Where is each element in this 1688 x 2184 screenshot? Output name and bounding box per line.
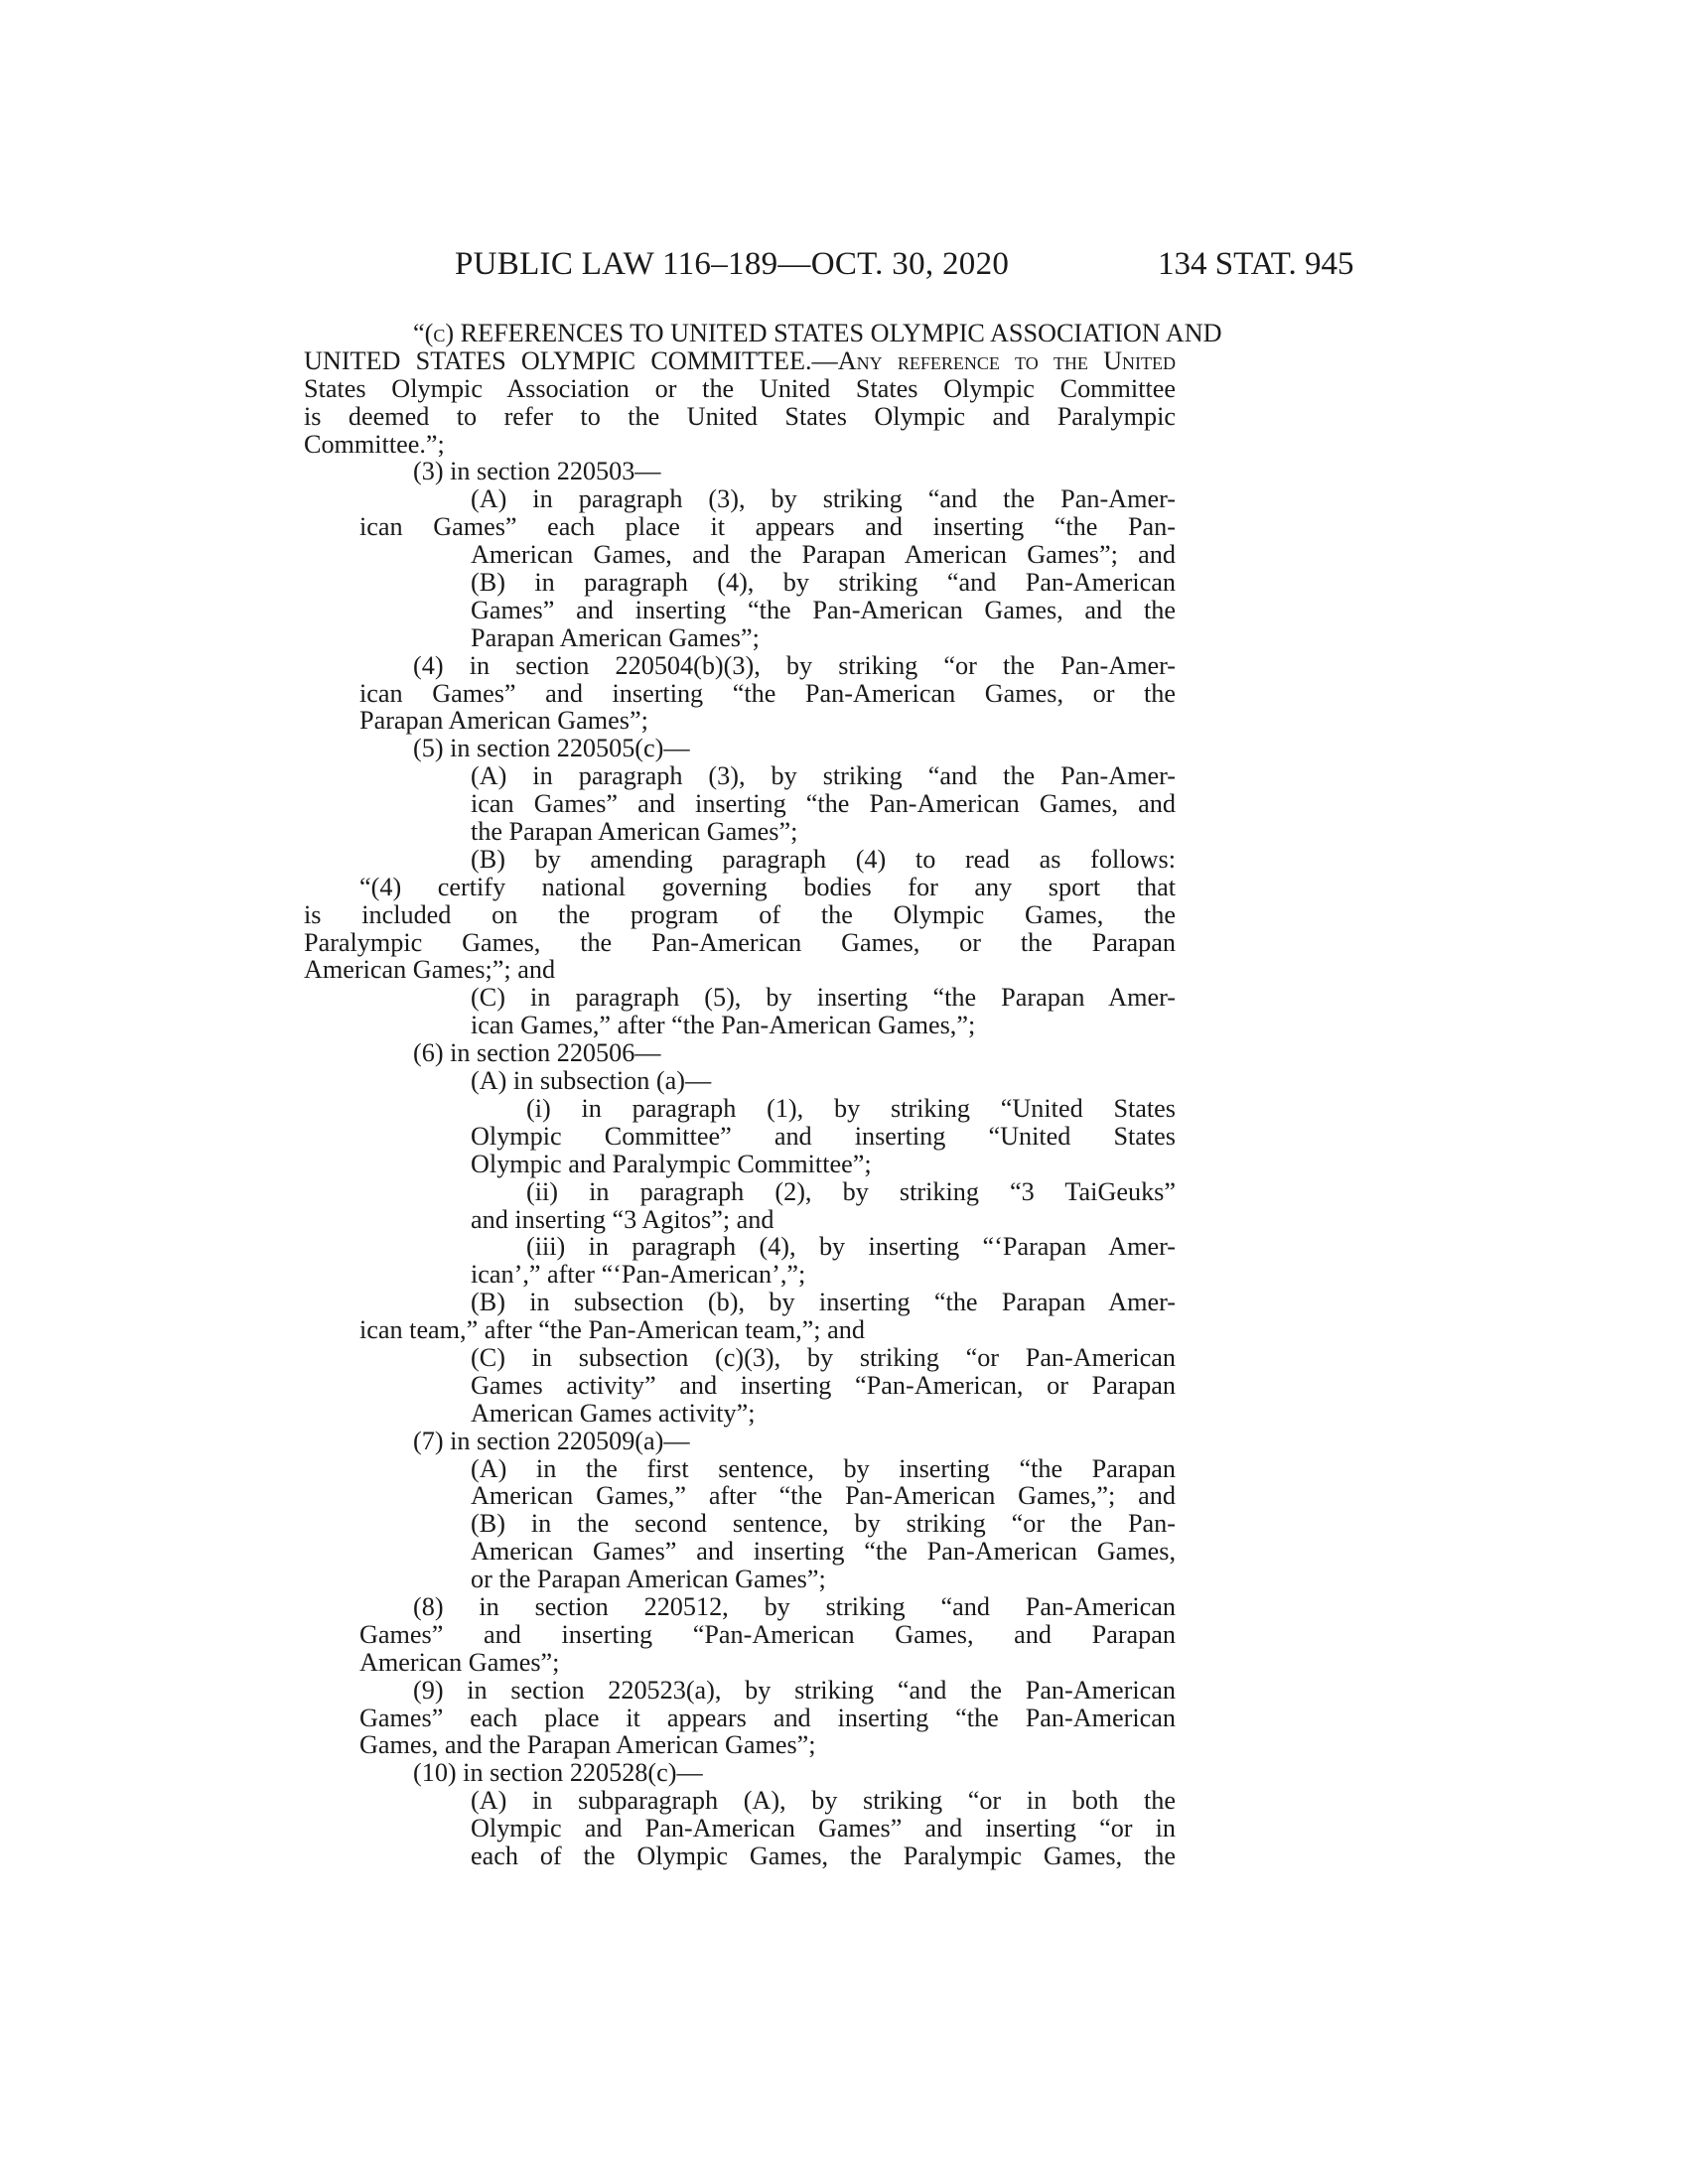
text-line: (ii) in paragraph (2), by striking “3 TaiGeuks”: [526, 1176, 1176, 1206]
text-line: ican Games” and inserting “the Pan-American Games, and: [471, 789, 1176, 819]
text-line: (8) in section 220512, by striking “and Pan-American: [413, 1591, 1176, 1621]
text-line: American Games activity”;: [471, 1398, 756, 1428]
text-line: (9) in section 220523(a), by striking “and the Pan-American: [413, 1675, 1176, 1705]
text-line: (iii) in paragraph (4), by inserting “‘Parapan Amer-: [526, 1232, 1176, 1262]
text-line: Games” and inserting “Pan-American Games, and Parapan: [359, 1619, 1176, 1649]
text-line: ican Games” each place it appears and inserting “the Pan-: [359, 512, 1176, 542]
text-line: Parapan American Games”;: [359, 706, 648, 736]
text-line: is deemed to refer to the United States Olympic and Paralympic: [304, 401, 1176, 431]
text-line: “(4) certify national governing bodies for any sport that: [359, 872, 1176, 901]
text-line: (3) in section 220503—: [413, 457, 661, 486]
text-line: Olympic and Paralympic Committee”;: [471, 1149, 872, 1178]
text-line: Games, and the Parapan American Games”;: [359, 1730, 816, 1760]
statute-body-text: [304, 319, 1222, 1870]
text-line: (A) in subsection (a)—: [471, 1066, 712, 1096]
text-line: American Games” and inserting “the Pan-American Games,: [471, 1537, 1176, 1567]
text-line: the Parapan American Games”;: [471, 817, 798, 847]
text-line: (5) in section 220505(c)—: [413, 734, 690, 763]
text-line: Games” each place it appears and inserting “the Pan-American: [359, 1703, 1176, 1732]
text-line: Parapan American Games”;: [471, 622, 760, 652]
text-line: each of the Olympic Games, the Paralympic Games, the: [471, 1841, 1176, 1870]
text-line: ican Games,” after “the Pan-American Games,”;: [471, 1011, 976, 1040]
text-line: “(c) REFERENCES TO UNITED STATES OLYMPIC ASSOCIATION AND: [413, 319, 1222, 347]
text-line: Games” and inserting “the Pan-American Games, and the: [471, 595, 1176, 624]
text-line: Olympic and Pan-American Games” and inserting “or in: [471, 1814, 1176, 1843]
text-line: is included on the program of the Olympic Games, the: [304, 899, 1176, 929]
text-line: (A) in the first sentence, by inserting “the Parapan: [471, 1453, 1176, 1483]
text-line: (7) in section 220509(a)—: [413, 1426, 690, 1455]
text-line: (B) by amending paragraph (4) to read as follows:: [471, 844, 1176, 874]
text-line: Games activity” and inserting “Pan-American, or Parapan: [471, 1370, 1176, 1400]
text-line: or the Parapan American Games”;: [471, 1565, 826, 1594]
text-line: American Games,” after “the Pan-American Games,”; and: [471, 1481, 1176, 1511]
text-line: Olympic Committee” and inserting “United States: [471, 1121, 1176, 1151]
text-line: Paralympic Games, the Pan-American Games, or the Parapan: [304, 927, 1176, 957]
text-line: (A) in paragraph (3), by striking “and the Pan-Amer-: [471, 761, 1176, 791]
text-line: (10) in section 220528(c)—: [413, 1758, 703, 1788]
text-line: (B) in subsection (b), by inserting “the Parapan Amer-: [471, 1288, 1176, 1317]
text-line: UNITED STATES OLYMPIC COMMITTEE.—Any reference to the United: [304, 345, 1176, 375]
text-line: (C) in subsection (c)(3), by striking “or Pan-American: [471, 1342, 1176, 1372]
text-line: American Games;”; and: [304, 955, 556, 985]
text-line: ican’,” after “‘Pan-American’,”;: [471, 1260, 806, 1290]
running-header-title: PUBLIC LAW 116–189—OCT. 30, 2020: [455, 246, 1010, 282]
text-line: (A) in paragraph (3), by striking “and the Pan-Amer-: [471, 484, 1176, 514]
text-line: (6) in section 220506—: [413, 1038, 661, 1068]
text-line: (C) in paragraph (5), by inserting “the Parapan Amer-: [471, 983, 1176, 1013]
text-line: Committee.”;: [304, 429, 445, 459]
text-line: (B) in paragraph (4), by striking “and Pan-American: [471, 568, 1176, 598]
text-line: (B) in the second sentence, by striking “or the Pan-: [471, 1509, 1176, 1539]
text-line: American Games”;: [359, 1647, 560, 1677]
text-line: ican Games” and inserting “the Pan-American Games, or the: [359, 678, 1176, 708]
text-line: American Games, and the Parapan American Games”; and: [471, 540, 1176, 570]
text-line: ican team,” after “the Pan-American team,”; and: [359, 1315, 865, 1345]
text-line: (4) in section 220504(b)(3), by striking “or the Pan-Amer-: [413, 650, 1176, 680]
running-header-page-number: 134 STAT. 945: [1158, 246, 1354, 282]
text-line: (A) in subparagraph (A), by striking “or in both the: [471, 1786, 1176, 1816]
text-line: (i) in paragraph (1), by striking “United States: [526, 1093, 1176, 1123]
text-line: and inserting “3 Agitos”; and: [471, 1204, 774, 1234]
text-line: States Olympic Association or the United States Olympic Committee: [304, 373, 1176, 403]
